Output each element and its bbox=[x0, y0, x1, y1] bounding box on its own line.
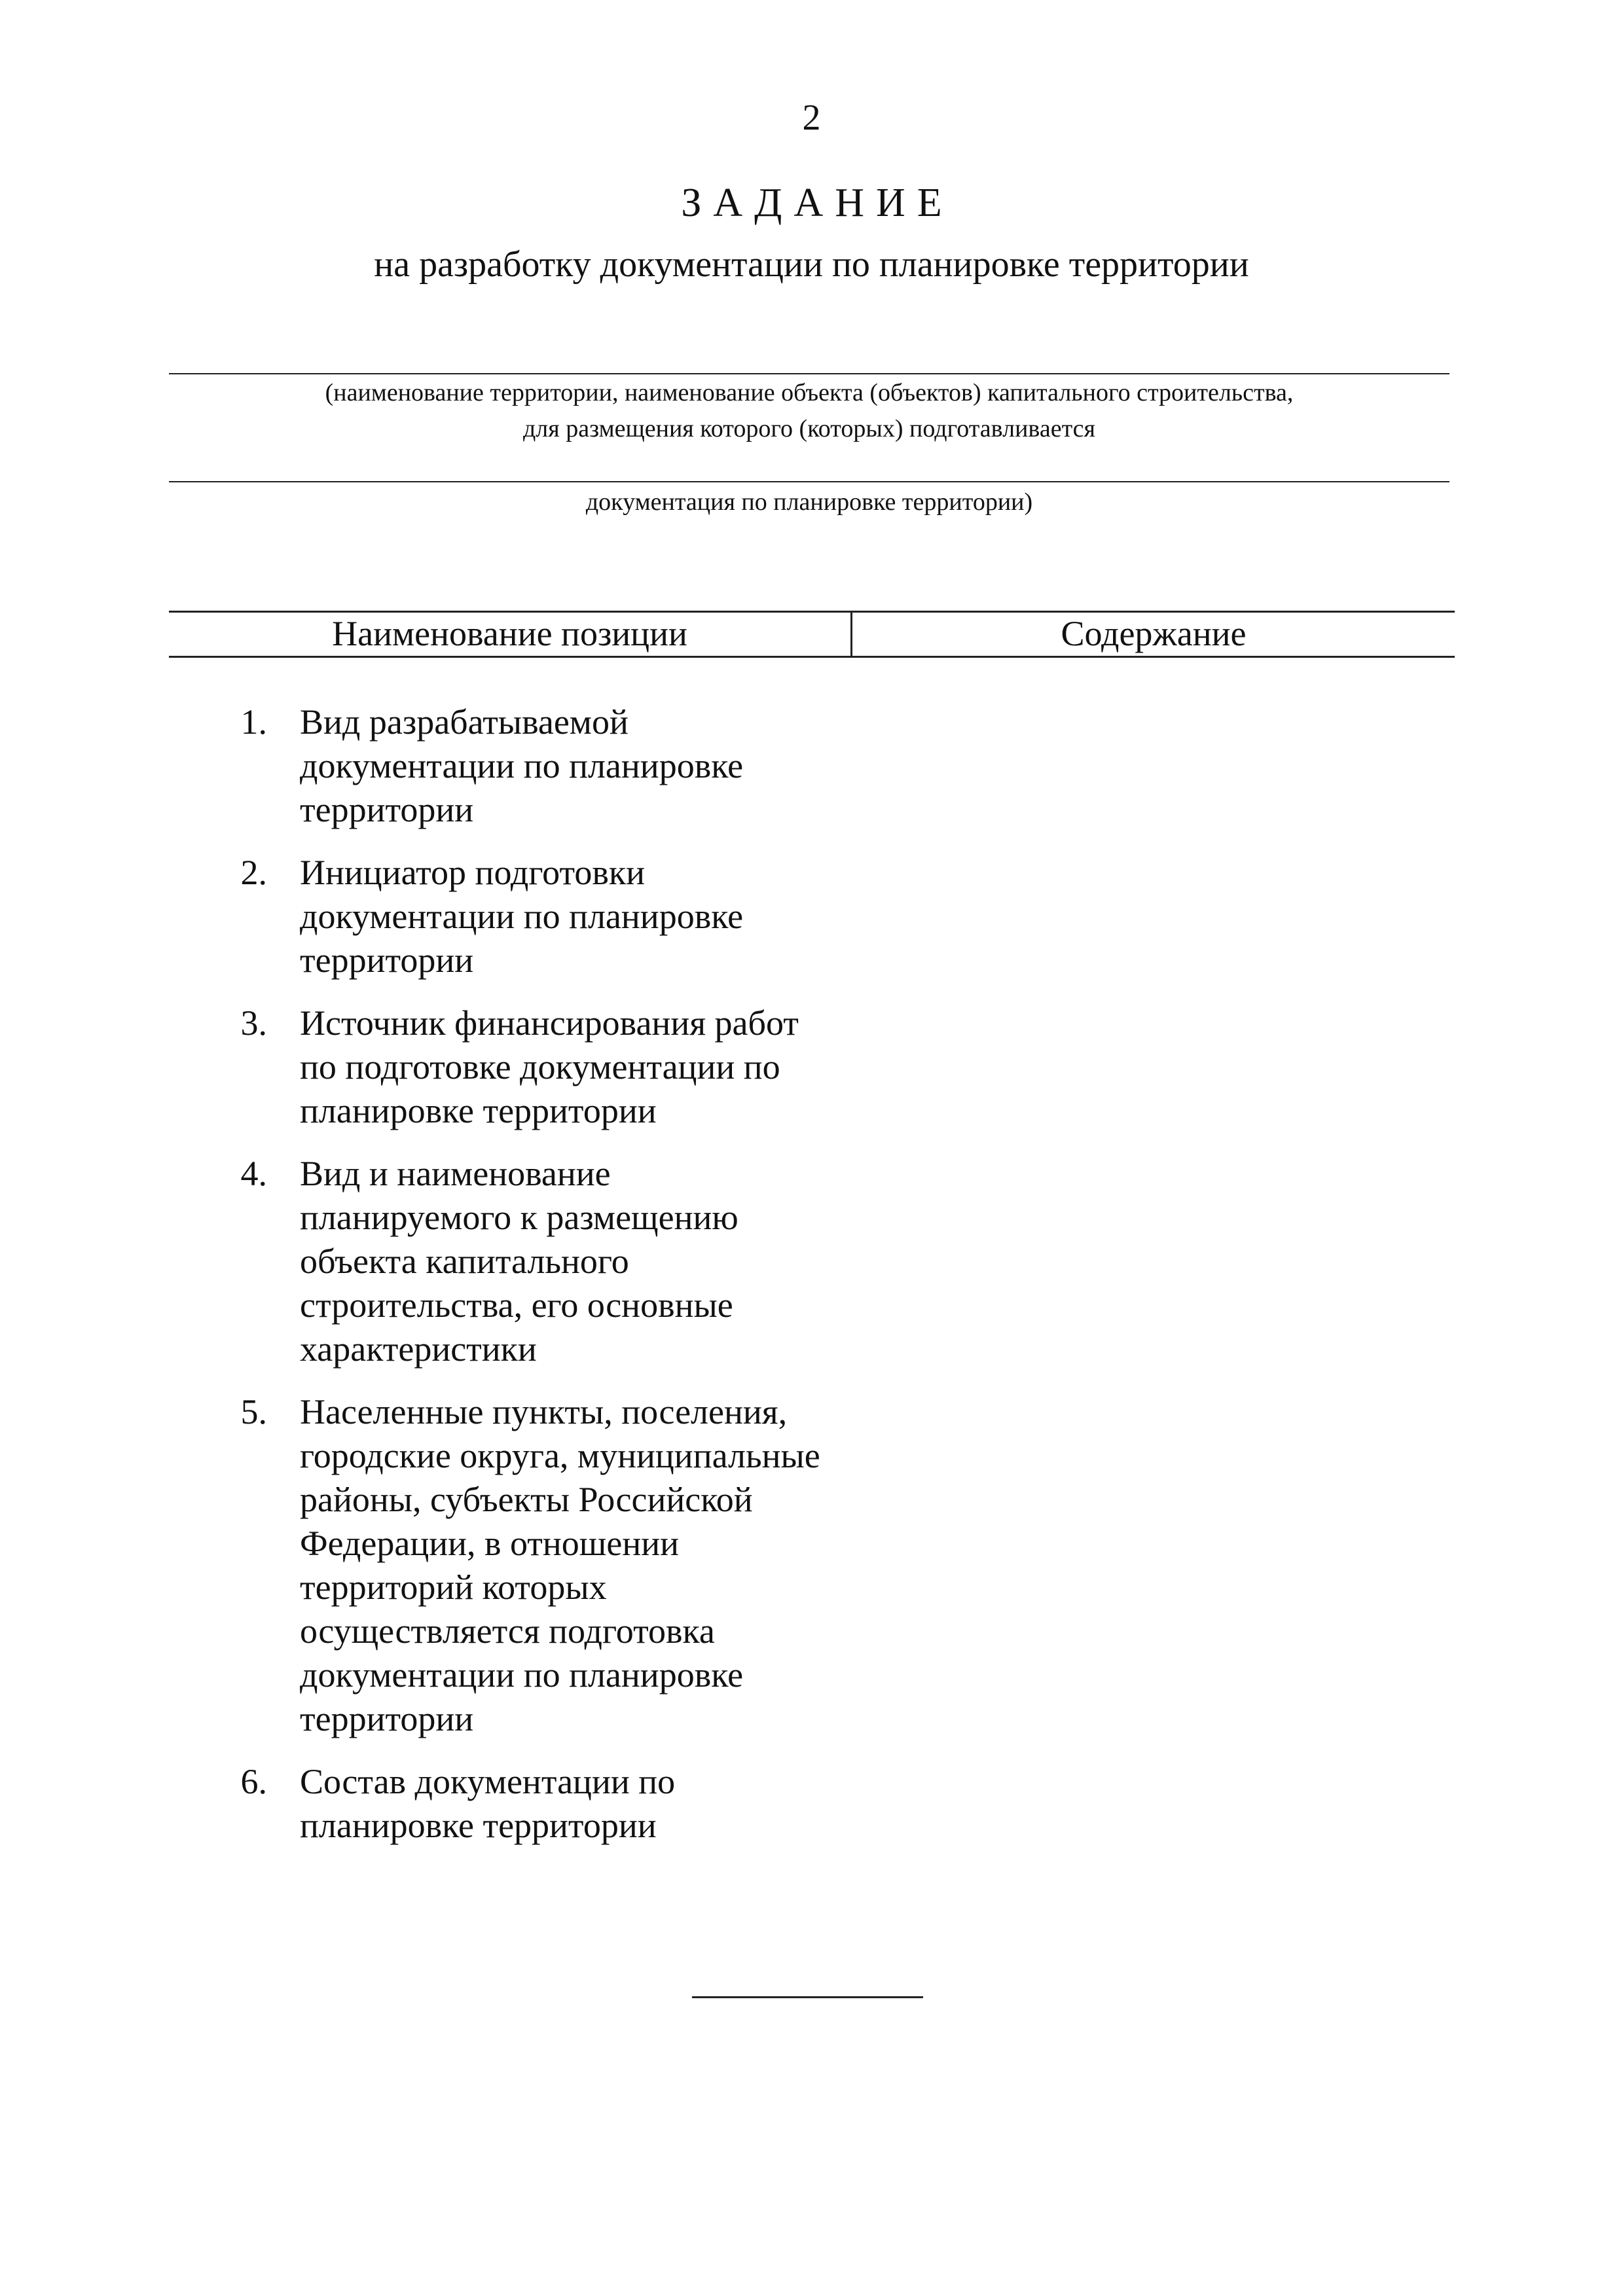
territory-name-fill-line bbox=[169, 373, 1450, 374]
table-row bbox=[169, 700, 1455, 832]
table-row bbox=[169, 851, 1455, 982]
header-content: Содержание bbox=[1061, 614, 1247, 653]
table-row bbox=[169, 1001, 1455, 1133]
row-content bbox=[876, 1390, 1455, 1741]
caption-line-1: (наименование территории, наименование объекта (объектов) капитального строительства, bbox=[325, 379, 1294, 406]
caption-line-2: для размещения которого (которых) подготавливается bbox=[522, 415, 1096, 442]
end-of-document-line bbox=[692, 1996, 923, 1998]
row-number: 3. bbox=[240, 1003, 267, 1043]
page-number: 2 bbox=[802, 98, 821, 138]
document-title: ЗАДАНИЕ bbox=[681, 181, 954, 225]
header-position-name: Наименование позиции bbox=[169, 613, 852, 656]
table-header bbox=[169, 611, 1455, 658]
row-content bbox=[876, 1001, 1455, 1133]
row-number: 5. bbox=[240, 1392, 267, 1431]
row-position-name: Состав документации по планировке территории bbox=[300, 1762, 676, 1845]
row-position-name: Вид разрабатываемой документации по планировке территории bbox=[300, 702, 744, 829]
row-position-name: Вид и наименование планируемого к размещению объекта капитального строительства, его основные характеристики bbox=[300, 1154, 739, 1369]
caption-line-3: документация по планировке территории) bbox=[585, 488, 1033, 516]
territory-name-fill-line-2 bbox=[169, 481, 1450, 482]
table-row bbox=[169, 1152, 1455, 1371]
row-content bbox=[876, 851, 1455, 982]
table-body bbox=[169, 700, 1455, 1867]
row-number: 4. bbox=[240, 1154, 267, 1193]
row-content bbox=[876, 700, 1455, 832]
row-number: 2. bbox=[240, 853, 267, 892]
row-content bbox=[876, 1152, 1455, 1371]
document-subtitle: на разработку документации по планировке территории bbox=[374, 244, 1249, 285]
row-number: 6. bbox=[240, 1762, 267, 1801]
caption-territory-name bbox=[169, 375, 1450, 447]
table-row bbox=[169, 1760, 1455, 1848]
row-position-name: Источник финансирования работ по подготовке документации по планировке территории bbox=[300, 1003, 799, 1130]
table-row bbox=[169, 1390, 1455, 1741]
row-position-name: Населенные пункты, поселения, городские округа, муниципальные районы, субъекты Российской Федерации, в отношении территорий которых осуществляется подготовка документации по планировке территории bbox=[300, 1392, 820, 1738]
caption-documentation bbox=[169, 484, 1450, 520]
row-position-name: Инициатор подготовки документации по планировке территории bbox=[300, 853, 744, 980]
row-content bbox=[876, 1760, 1455, 1848]
row-number: 1. bbox=[240, 702, 267, 742]
